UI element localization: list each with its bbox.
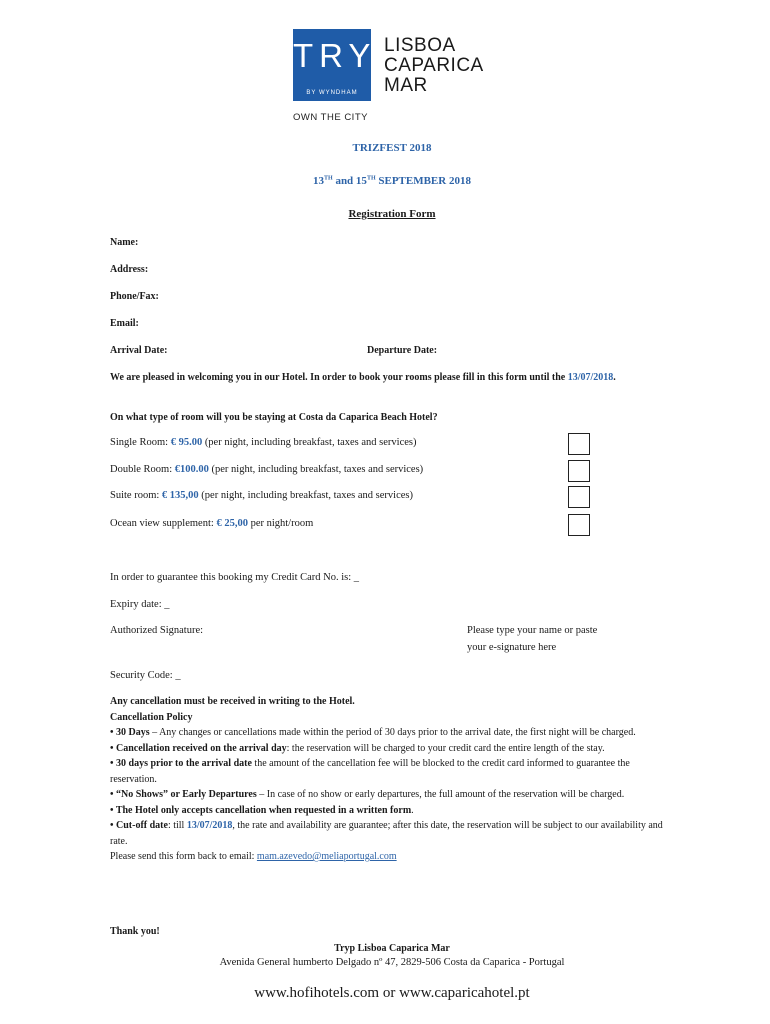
thanks-text: Thank you! (110, 926, 160, 937)
intro-text: We are pleased in welcoming you in our Hotel. In order to book your rooms please fill in this form until the (110, 372, 568, 383)
date-suffix-1: TH (324, 175, 333, 182)
phone-field[interactable]: Phone/Fax: (110, 291, 159, 302)
hotel-name-line: LISBOA (384, 35, 456, 56)
policy-item-text: , the rate and availability are guarantee; after this date, the reservation will be subject to our availability and rate. (110, 820, 663, 847)
logo-sub: BY WYNDHAM (306, 90, 358, 96)
footer-websites[interactable]: www.hofihotels.com or www.caparicahotel.pt (254, 985, 530, 1001)
policy-item-title: • 30 Days (110, 727, 150, 738)
credit-card-field[interactable]: In order to guarantee this booking my Credit Card No. is: _ (110, 572, 360, 583)
policy-item-title: • Cut-off date (110, 820, 168, 831)
policy-heading: Cancellation Policy (110, 711, 193, 723)
policy-item-text: – In case of no show or early departures, the full amount of the reservation will be charged. (256, 789, 625, 800)
policy-item (110, 818, 670, 849)
room-desc: per night/room (247, 518, 314, 529)
send-text: Please send this form back to email: (110, 851, 257, 862)
signature-hint: Please type your name or paste (467, 625, 598, 636)
room-option-ocean-view (110, 518, 313, 529)
logo-brand: TRYP (293, 37, 405, 74)
expiry-date-field[interactable]: Expiry date: _ (110, 599, 170, 610)
room-question: On what type of room will you be staying at Costa da Caparica Beach Hotel? (110, 412, 438, 423)
departure-date-field[interactable]: Departure Date: (367, 345, 438, 356)
policy-item (110, 756, 670, 787)
name-field[interactable]: Name: (110, 237, 139, 248)
cancellation-policy (110, 694, 670, 865)
ocean-view-checkbox[interactable] (568, 514, 590, 536)
date-month-year: SEPTEMBER 2018 (375, 175, 471, 187)
room-label: Double Room: (110, 464, 175, 475)
signature-hint: your e-signature here (467, 642, 557, 653)
date-day-1: 13 (313, 175, 325, 187)
room-option-double (110, 464, 423, 475)
policy-item-text: : till (167, 820, 187, 831)
arrival-date-field[interactable]: Arrival Date: (110, 345, 168, 356)
policy-item (110, 787, 670, 803)
suite-room-checkbox[interactable] (568, 486, 590, 508)
policy-item (110, 741, 670, 757)
hotel-name-line: CAPARICA (384, 55, 484, 76)
signature-field[interactable] (467, 625, 597, 653)
policy-item-text: . (411, 804, 414, 816)
signature-label: Authorized Signature: (110, 625, 204, 636)
policy-item-title: • Cancellation received on the arrival day (110, 742, 287, 754)
cutoff-date: 13/07/2018 (186, 820, 233, 831)
room-desc: (per night, including breakfast, taxes and services) (208, 464, 424, 475)
event-title: TRIZFEST 2018 (352, 142, 432, 154)
room-price: € 25,00 (216, 518, 248, 529)
policy-item-text: : the reservation will be charged to your credit card the entire length of the stay. (286, 742, 605, 754)
event-dates (0, 175, 770, 187)
intro-paragraph (110, 370, 670, 386)
policy-item-title: • 30 days prior to the arrival date (110, 758, 252, 769)
policy-item-text: – Any changes or cancellations made within the period of 30 days prior to the arrival date, the first night will be charged. (149, 727, 636, 738)
room-price: €100.00 (174, 464, 209, 475)
email-link[interactable]: mam.azevedo@meliaportugal.com (256, 851, 397, 862)
footer-hotel-name: Tryp Lisboa Caparica Mar (334, 943, 450, 954)
policy-intro: Any cancellation must be received in writing to the Hotel. (110, 696, 355, 707)
intro-end: . (613, 372, 616, 383)
footer-address: Avenida General humberto Delgado nº 47, 2829-506 Costa da Caparica - Portugal (219, 957, 565, 968)
intro-deadline: 13/07/2018 (567, 372, 614, 383)
room-price: € 95.00 (170, 437, 203, 448)
room-label: Suite room: (110, 490, 162, 501)
address-field[interactable]: Address: (110, 264, 149, 275)
policy-item (110, 725, 670, 741)
room-option-suite (110, 490, 413, 501)
hotel-name (384, 36, 484, 96)
send-instructions (110, 849, 670, 865)
date-suffix-2: TH (366, 175, 376, 182)
policy-item (110, 803, 670, 819)
email-field[interactable]: Email: (110, 318, 139, 329)
room-price: € 135,00 (161, 490, 199, 501)
form-title: Registration Form (348, 208, 436, 220)
policy-item-text: the amount of the cancellation fee will be blocked to the credit card informed to guarantee the reservation. (110, 758, 630, 785)
security-code-field[interactable]: Security Code: _ (110, 670, 181, 681)
tagline: OWN THE CITY (293, 112, 368, 123)
tryp-logo (293, 29, 405, 101)
room-desc: (per night, including breakfast, taxes and services) (202, 437, 417, 448)
policy-item-title: • The Hotel only accepts cancellation when requested in a written form (110, 804, 412, 816)
date-day-2: and 15 (332, 175, 367, 187)
double-room-checkbox[interactable] (568, 460, 590, 482)
room-option-single (110, 437, 417, 448)
hotel-name-line: MAR (384, 75, 428, 96)
room-desc: (per night, including breakfast, taxes and services) (198, 490, 413, 501)
room-label: Ocean view supplement: (110, 518, 217, 529)
room-label: Single Room: (110, 437, 171, 448)
single-room-checkbox[interactable] (568, 433, 590, 455)
policy-item-title: • “No Shows” or Early Departures (110, 789, 257, 800)
